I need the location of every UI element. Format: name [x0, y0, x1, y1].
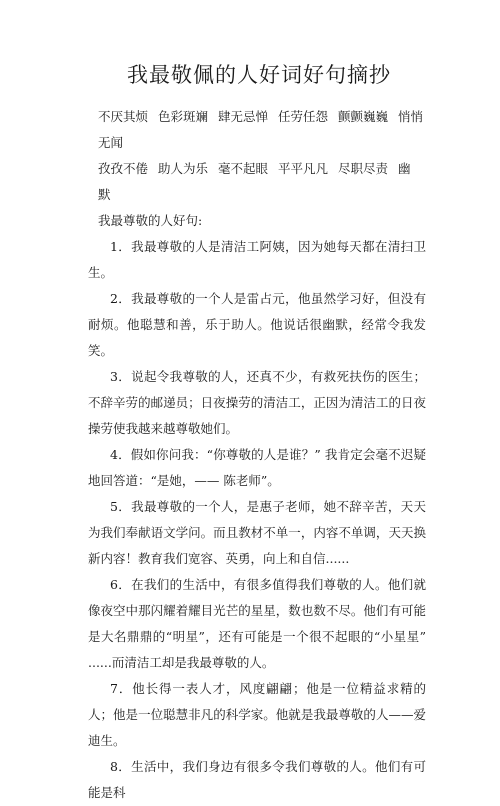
word-item: 幽默 — [98, 161, 411, 202]
paragraph-3: 3．说起令我尊敬的人，还真不少，有救死扶伤的医生；不辞辛劳的邮递员；日夜操劳的清洁工，正因为清洁工的日夜操劳使我越来越尊敬她们。 — [88, 369, 426, 436]
word-item: 尽职尽责 — [338, 161, 389, 176]
paragraph-4: 4．假如你问我：“你尊敬的人是谁？” 我肯定会毫不迟疑地回答道：“是她，—— 陈老师”。 — [88, 447, 426, 488]
paragraph-6: 6．在我们的生活中，有很多值得我们尊敬的人。他们就像夜空中那闪耀着耀目光芒的星星，数也数不尽。他们有可能是大名鼎鼎的“明星”，还有可能是一个很不起眼的“小星星” ......而清洁工却是我最尊敬的人。 — [88, 577, 426, 670]
word-list-row-2 — [88, 156, 426, 208]
document-title: 我最敬佩的人好词好句摘抄 — [127, 63, 391, 87]
word-item: 颤颤巍巍 — [338, 109, 389, 124]
word-item: 色彩斑斓 — [158, 109, 209, 124]
section-subhead: 我最尊敬的人好句: — [98, 213, 203, 228]
paragraph-8: 8．生活中，我们身边有很多令我们尊敬的人。他们有可能是科 — [88, 759, 426, 800]
word-item: 悄悄无闻 — [98, 109, 424, 150]
word-item: 不厌其烦 — [98, 109, 149, 124]
paragraph-7: 7．他长得一表人才，风度翩翩；他是一位精益求精的人；他是一位聪慧非凡的科学家。他就是我最尊敬的人——爱迪生。 — [88, 681, 426, 748]
paragraph-2: 2．我最尊敬的一个人是雷占元，他虽然学习好，但没有耐烦。他聪慧和善，乐于助人。他说话很幽默，经常令我发笑。 — [88, 291, 426, 358]
word-item: 孜孜不倦 — [98, 161, 149, 176]
word-item: 肆无忌惮 — [218, 109, 269, 124]
word-item: 平平凡凡 — [278, 161, 329, 176]
word-list-row-1 — [88, 104, 426, 156]
paragraph-1: 1．我最尊敬的人是清洁工阿姨，因为她每天都在清扫卫生。 — [88, 239, 426, 280]
word-item: 毫不起眼 — [218, 161, 269, 176]
paragraph-5: 5．我最尊敬的一个人，是惠子老师，她不辞辛苦，天天为我们奉献语文学问。而且教材不单一，内容不单调，天天换新内容！教育我们宽容、英勇，向上和自信...... — [88, 499, 426, 566]
word-item: 助人为乐 — [158, 161, 209, 176]
word-item: 任劳任怨 — [278, 109, 329, 124]
